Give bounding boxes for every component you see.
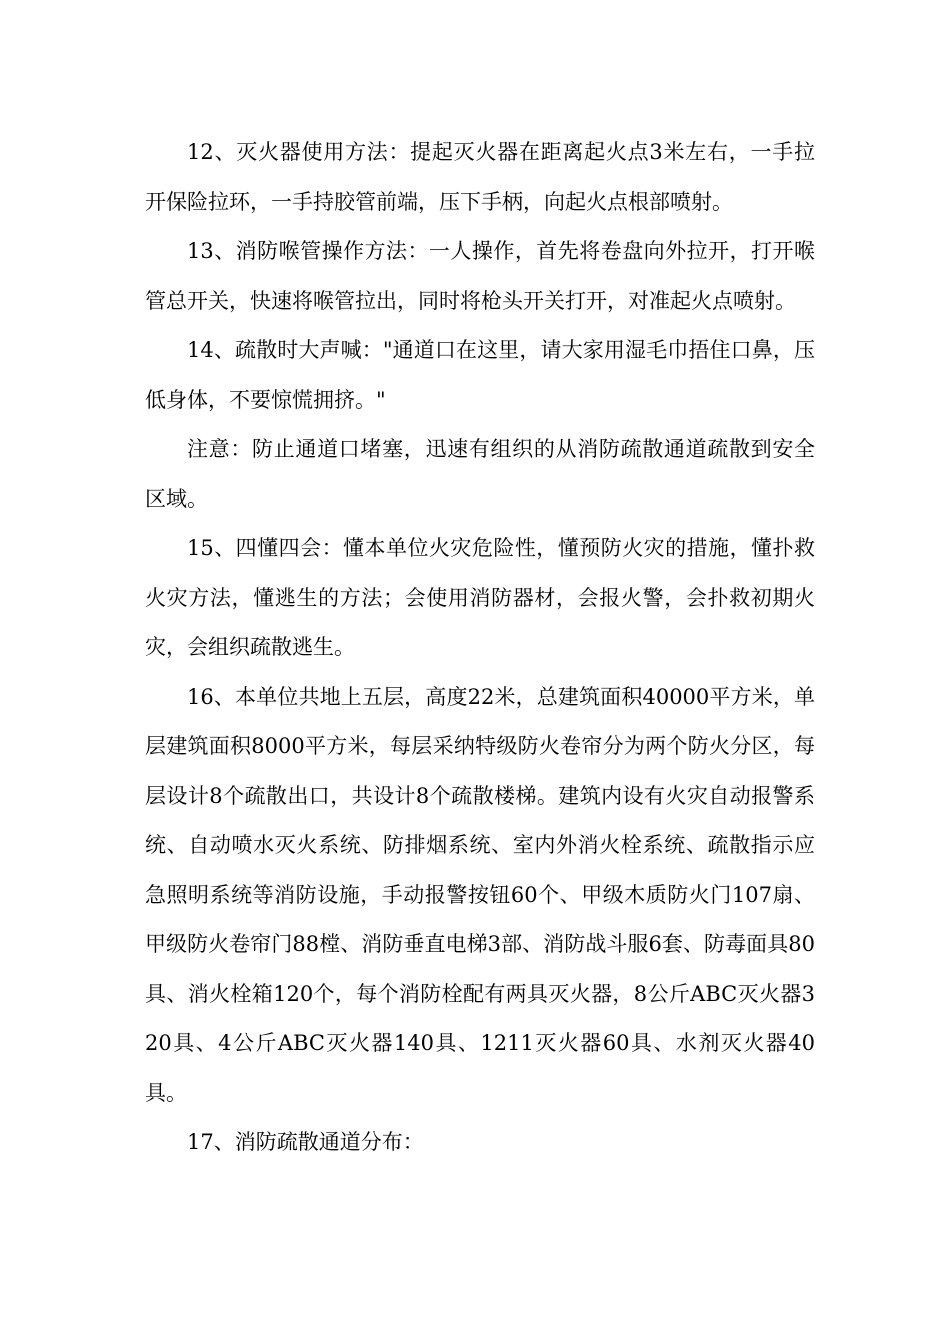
document-body: [145, 128, 815, 1168]
paragraph-16-building-facilities: 16、本单位共地上五层，高度22米，总建筑面积40000平方米，单层建筑面积8000平方米，每层采纳特级防火卷帘分为两个防火分区，每层设计8个疏散出口，共设计8个疏散楼梯。建筑内设有火灾自动报警系统、自动喷水灭火系统、防排烟系统、室内外消火栓系统、疏散指示应急照明系统等消防设施，手动报警按钮60个、甲级木质防火门107扇、甲级防火卷帘门88樘、消防垂直电梯3部、消防战斗服6套、防毒面具80具、消火栓箱120个，每个消防栓配有两具灭火器，8公斤ABC灭火器320具、4公斤ABC灭火器140具、1211灭火器60具、水剂灭火器40具。: [145, 684, 815, 1105]
paragraph-17-evacuation-routes: 17、消防疏散通道分布：: [187, 1130, 424, 1154]
paragraph-13-hose-operation: 13、消防喉管操作方法：一人操作，首先将卷盘向外拉开，打开喉管总开关，快速将喉管拉出，同时将枪头开关打开，对准起火点喷射。: [145, 239, 815, 313]
paragraph-15-four-knows-four-cans: 15、四懂四会：懂本单位火灾危险性，懂预防火灾的措施，懂扑救火灾方法，懂逃生的方法；会使用消防器材，会报火警，会扑救初期火灾，会组织疏散逃生。: [145, 536, 815, 659]
paragraph-note: 注意：防止通道口堵塞，迅速有组织的从消防疏散通道疏散到安全区域。: [145, 437, 815, 511]
paragraph-14-evacuation-shout: 14、疏散时大声喊："通道口在这里，请大家用湿毛巾捂住口鼻，压低身体，不要惊慌拥挤。": [145, 338, 815, 412]
paragraph-12-extinguisher-usage: 12、灭火器使用方法：提起灭火器在距离起火点3米左右，一手拉开保险拉环，一手持胶管前端，压下手柄，向起火点根部喷射。: [145, 140, 815, 214]
